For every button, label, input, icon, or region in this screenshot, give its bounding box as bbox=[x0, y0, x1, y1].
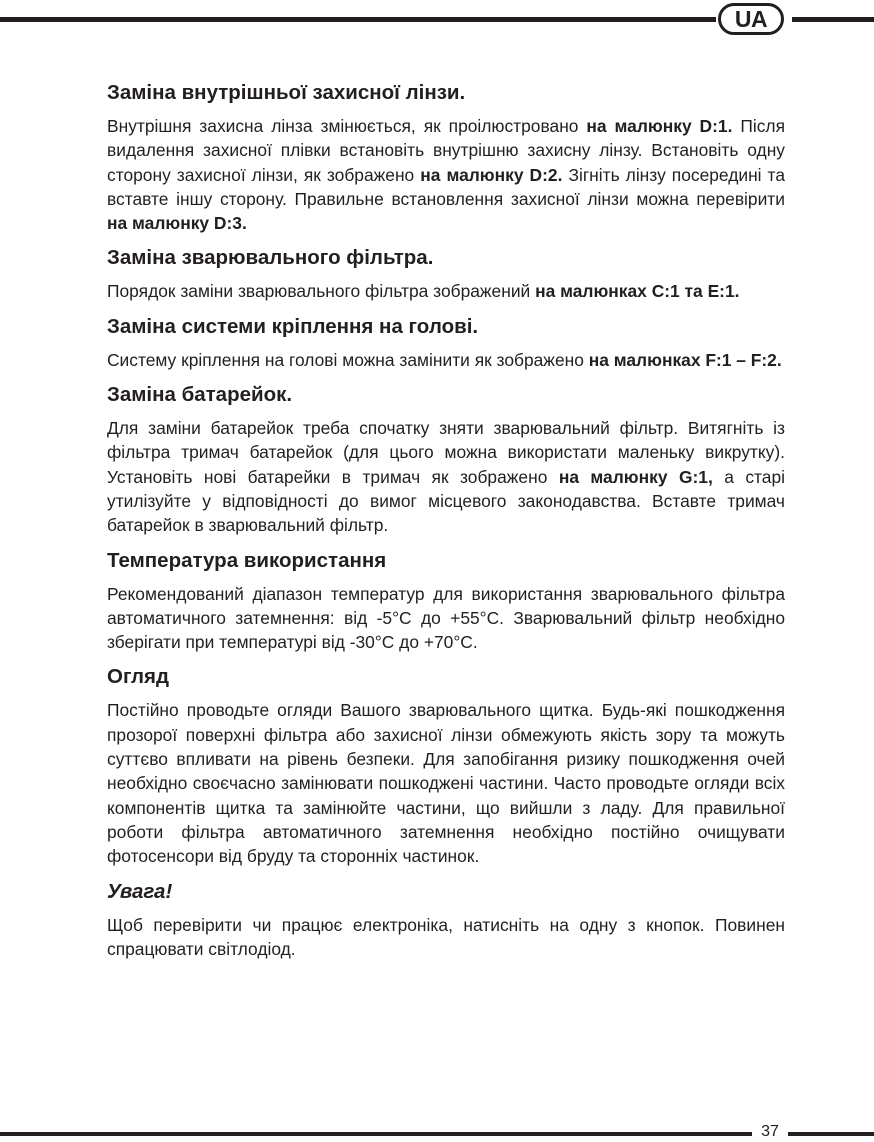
section-body: Порядок заміни зварювального фільтра зображений на малюнках C:1 та E:1. bbox=[107, 281, 740, 302]
section-title: Заміна системи кріплення на голові. bbox=[107, 314, 479, 338]
header-rule-right bbox=[792, 17, 874, 22]
section-welding-filter bbox=[107, 245, 785, 303]
language-badge: UA bbox=[718, 3, 784, 35]
footer-rule-right bbox=[788, 1132, 874, 1136]
section-title: Огляд bbox=[107, 665, 169, 689]
header-rule-left bbox=[0, 17, 716, 22]
page-number: 37 bbox=[752, 1122, 788, 1142]
warning-title: Увага! bbox=[107, 879, 173, 903]
page-content bbox=[107, 80, 785, 971]
section-inner-lens bbox=[107, 80, 785, 235]
section-batteries bbox=[107, 382, 785, 537]
section-body: Постійно проводьте огляди Вашого зварювального щитка. Будь-які пошкодження прозорої поверхні фільтра або захисної лінзи обмежують якість зору та можуть суттєво впливати на рівень безпеки. Для запобігання ризику пошкодження очей необхідно своєчасно замінювати пошкоджені частини. Часто проводьте огляди всіх компонентів щитка та замінюйте частини, що вийшли з ладу. Для правильної роботи фільтра автоматичного затемнення необхідно постійно очищувати фотосенсори від бруду та сторонніх частинок. bbox=[107, 700, 785, 867]
section-title: Заміна зварювального фільтра. bbox=[107, 246, 434, 270]
footer-rule-left bbox=[0, 1132, 752, 1136]
section-title: Температура використання bbox=[107, 548, 387, 572]
section-temperature bbox=[107, 548, 785, 655]
section-title: Заміна внутрішньої захисної лінзи. bbox=[107, 81, 466, 104]
section-body: Для заміни батарейок треба спочатку зняти зварювальний фільтр. Витягніть із фільтра тримач батарейок (для цього можна використати маленьку викрутку). Установіть нові батарейки в тримач як зображено на малюнку G:1, а старі утилізуйте у відповідності до вимог місцевого законодавства. Вставте тримач батарейок в зварювальний фільтр. bbox=[107, 418, 786, 536]
section-warning bbox=[107, 879, 785, 962]
section-headgear bbox=[107, 314, 785, 372]
section-inspection bbox=[107, 664, 785, 868]
section-body: Щоб перевірити чи працює електроніка, натисніть на одну з кнопок. Повинен спрацювати світлодіод. bbox=[107, 914, 785, 959]
section-body: Рекомендований діапазон температур для використання зварювального фільтра автоматичного затемнення: від -5°C до +55°C. Зварювальний фільтр необхідно зберігати при температурі від -30°C до +70°C. bbox=[107, 583, 785, 653]
section-body: Внутрішня захисна лінза змінюється, як проілюстровано на малюнку D:1. Після видалення захисної плівки встановіть внутрішню захисну лінзу. Встановіть одну сторону захисної лінзи, як зображено на малюнку D:2. Зігніть лінзу посередині та вставте іншу сторону. Правильне встановлення захисної лінзи можна перевірити на малюнку D:3. bbox=[107, 116, 785, 234]
section-body: Систему кріплення на голові можна замінити як зображено на малюнках F:1 – F:2. bbox=[107, 349, 782, 370]
section-title: Заміна батарейок. bbox=[107, 383, 293, 407]
